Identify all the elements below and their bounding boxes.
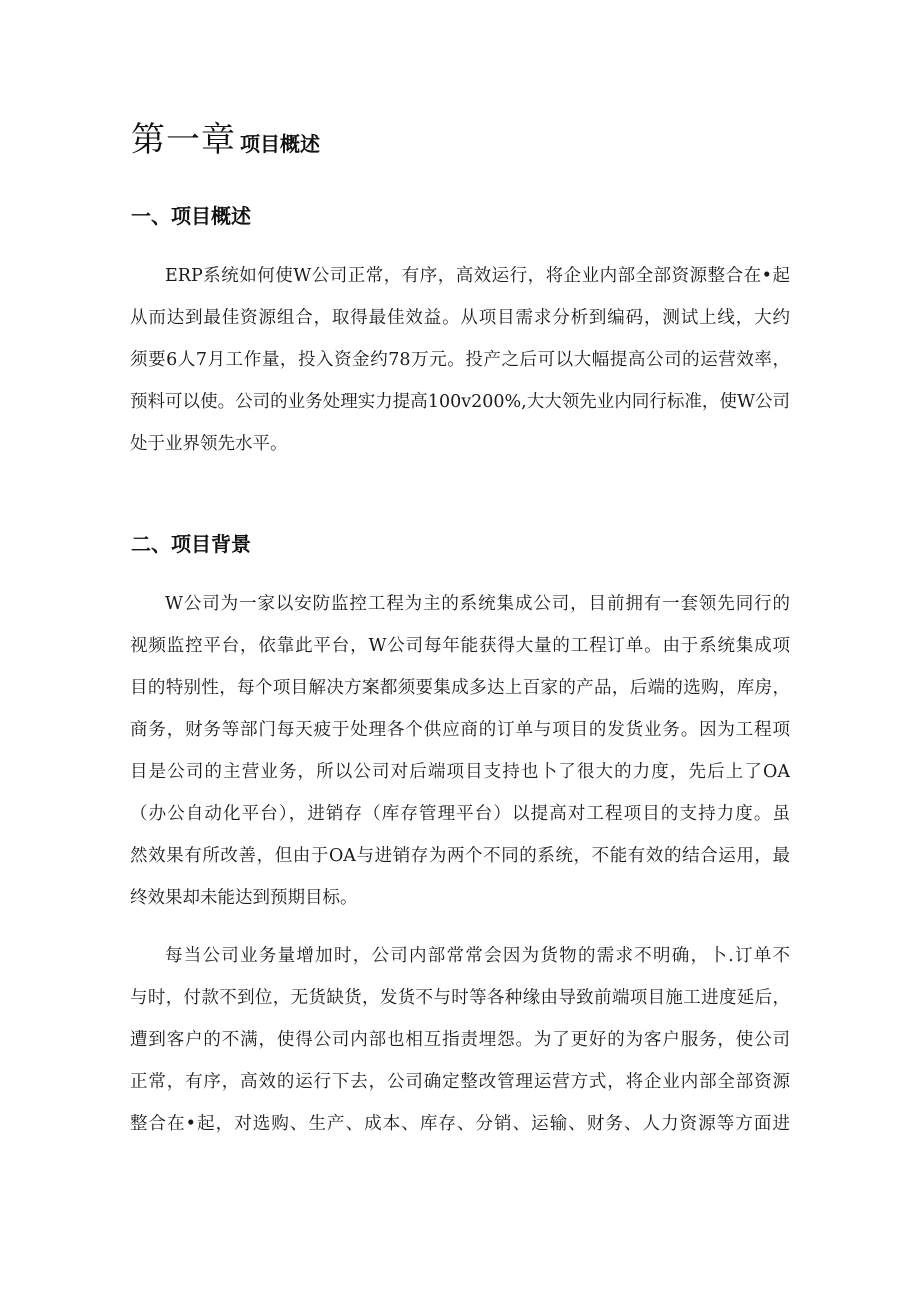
chapter-name: 项目概述 <box>240 132 320 156</box>
chapter-title <box>131 112 320 161</box>
paragraph-line: 然效果有所改善，但由于OA与进销存为两个不同的系统，不能有效的结合运用，最 <box>130 846 790 866</box>
paragraph-line: 与时，付款不到位，无货缺货，发货不与时等各种缘由导致前端项目施工进度延后， <box>130 988 790 1008</box>
paragraph-line: W公司为一家以安防监控工程为主的系统集成公司，目前拥有一套领先同行的 <box>165 594 790 614</box>
paragraph-line: 目的特别性，每个项目解决方案都须要集成多达上百家的产品，后端的选购，库房， <box>130 678 790 698</box>
section-heading-background: 二、项目背景 <box>131 532 251 556</box>
section-heading-overview: 一、项目概述 <box>131 204 251 228</box>
paragraph-line: 预料可以使。公司的业务处理实力提高100v200%,大大领先业内同行标准，使W公司 <box>130 392 790 412</box>
paragraph-line: 正常，有序，高效的运行下去，公司确定整改管理运营方式，将企业内部全部资源 <box>130 1072 790 1092</box>
paragraph-line: ERP系统如何使W公司正常，有序，高效运行，将企业内部全部资源整合在•起 <box>165 266 790 286</box>
paragraph-line: 整合在•起，对选购、生产、成本、库存、分销、运输、财务、人力资源等方面进 <box>130 1114 790 1134</box>
paragraph-line: 遭到客户的不满，使得公司内部也相互指责埋怨。为了更好的为客户服务，使公司 <box>130 1030 790 1050</box>
paragraph-line: 目是公司的主营业务，所以公司对后端项目支持也卜了很大的力度，先后上了OA <box>130 762 790 782</box>
paragraph-line: 从而达到最佳资源组合，取得最佳效益。从项目需求分析到编码，测试上线，大约 <box>130 308 790 328</box>
paragraph-line: 终效果却未能达到预期目标。 <box>130 888 358 908</box>
paragraph-line: 须要6人7月工作量，投入资金约78万元。投产之后可以大幅提高公司的运营效率， <box>130 350 790 370</box>
paragraph-line: 商务，财务等部门每天疲于处理各个供应商的订单与项目的发货业务。因为工程项 <box>130 720 790 740</box>
paragraph-line: 每当公司业务量增加时，公司内部常常会因为货物的需求不明确，卜.订单不 <box>165 946 790 966</box>
paragraph-line: 处于业界领先水平。 <box>130 434 288 454</box>
paragraph-line: （办公自动化平台），进销存（库存管理平台）以提高对工程项目的支持力度。虽 <box>130 804 790 824</box>
paragraph-line: 视频监控平台，依靠此平台，W公司每年能获得大量的工程订单。由于系统集成项 <box>130 636 790 656</box>
chapter-number: 第一章 <box>131 120 236 160</box>
